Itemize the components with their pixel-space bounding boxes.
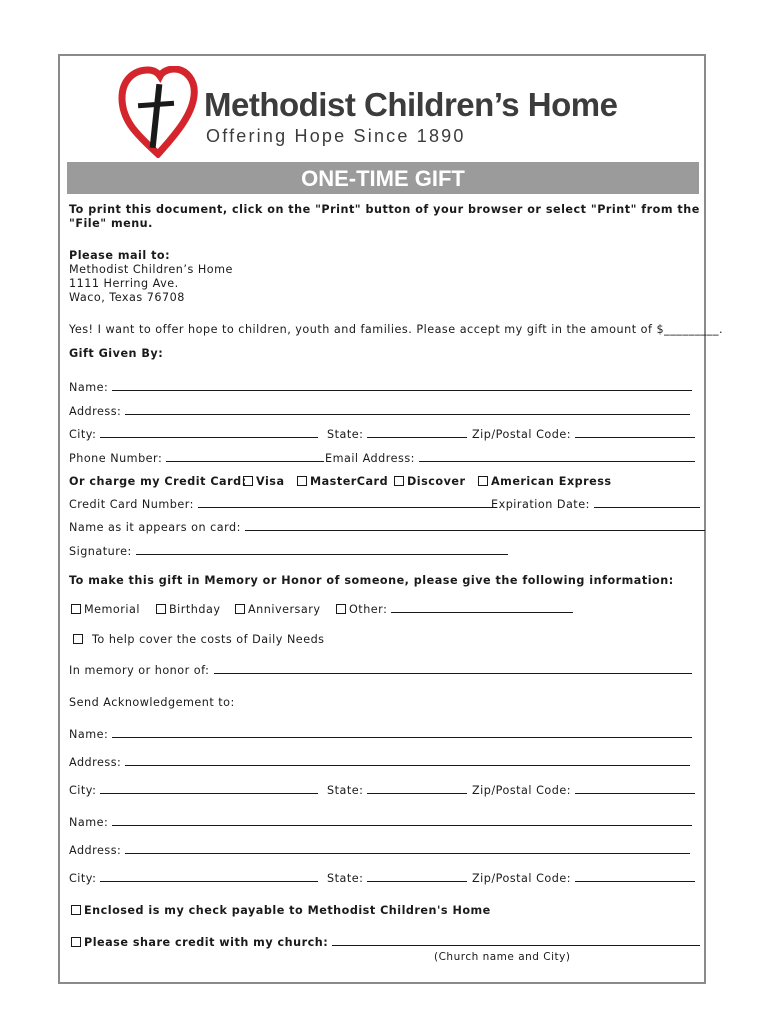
expiration-label: Expiration Date: bbox=[491, 498, 590, 511]
send-acknowledgement-label: Send Acknowledgement to: bbox=[69, 696, 235, 709]
ack2-state-line[interactable] bbox=[367, 872, 467, 882]
name-on-card-label: Name as it appears on card: bbox=[69, 521, 241, 534]
donor-name-label: Name: bbox=[69, 381, 109, 394]
mail-line-3: Waco, Texas 76708 bbox=[69, 291, 185, 304]
ack1-state-label: State: bbox=[327, 784, 364, 797]
birthday-checkbox[interactable] bbox=[156, 604, 166, 614]
enclosed-check-option[interactable] bbox=[71, 904, 491, 917]
ack2-address-label: Address: bbox=[69, 844, 122, 857]
card-option-visa[interactable] bbox=[243, 475, 285, 488]
ack2-address-field[interactable] bbox=[69, 844, 690, 857]
ack1-address-line[interactable] bbox=[125, 756, 690, 766]
mastercard-checkbox[interactable] bbox=[297, 476, 307, 486]
ack1-city-label: City: bbox=[69, 784, 97, 797]
ack1-state-line[interactable] bbox=[367, 784, 467, 794]
church-credit-field[interactable] bbox=[71, 936, 700, 949]
ack1-city-line[interactable] bbox=[100, 784, 318, 794]
card-option-discover[interactable] bbox=[394, 475, 466, 488]
ack1-zip-field[interactable] bbox=[472, 784, 695, 797]
birthday-label: Birthday bbox=[169, 603, 221, 616]
donor-zip-label: Zip/Postal Code: bbox=[472, 428, 571, 441]
credit-card-label: Or charge my Credit Card: bbox=[69, 475, 247, 488]
ack2-city-line[interactable] bbox=[100, 872, 318, 882]
church-credit-note: (Church name and City) bbox=[434, 951, 571, 963]
amex-checkbox[interactable] bbox=[478, 476, 488, 486]
logo bbox=[118, 66, 658, 158]
daily-needs-option[interactable] bbox=[73, 633, 325, 646]
church-credit-line[interactable] bbox=[332, 936, 700, 946]
amex-label: American Express bbox=[491, 475, 612, 488]
card-option-mastercard[interactable] bbox=[297, 475, 388, 488]
ack2-city-field[interactable] bbox=[69, 872, 318, 885]
donor-state-field[interactable] bbox=[327, 428, 467, 441]
enclosed-check-label: Enclosed is my check payable to Methodist Children's Home bbox=[84, 904, 491, 917]
ack1-address-label: Address: bbox=[69, 756, 122, 769]
logo-tagline: Offering Hope Since 1890 bbox=[206, 126, 466, 146]
memorial-checkbox[interactable] bbox=[71, 604, 81, 614]
occasion-birthday[interactable] bbox=[156, 603, 220, 616]
ack1-name-line[interactable] bbox=[112, 728, 692, 738]
memory-of-field[interactable] bbox=[69, 664, 692, 677]
visa-checkbox[interactable] bbox=[243, 476, 253, 486]
ack2-state-label: State: bbox=[327, 872, 364, 885]
discover-checkbox[interactable] bbox=[394, 476, 404, 486]
ack2-name-line[interactable] bbox=[112, 816, 692, 826]
mail-line-1: Methodist Children’s Home bbox=[69, 263, 233, 276]
ack1-zip-line[interactable] bbox=[575, 784, 695, 794]
ack2-zip-field[interactable] bbox=[472, 872, 695, 885]
ack1-state-field[interactable] bbox=[327, 784, 467, 797]
heart-cross-icon bbox=[118, 66, 198, 158]
mail-line-2: 1111 Herring Ave. bbox=[69, 277, 179, 290]
donor-phone-line[interactable] bbox=[166, 452, 324, 462]
expiration-line[interactable] bbox=[594, 498, 700, 508]
ack2-address-line[interactable] bbox=[125, 844, 690, 854]
donor-phone-label: Phone Number: bbox=[69, 452, 163, 465]
ack1-city-field[interactable] bbox=[69, 784, 318, 797]
ack2-name-field[interactable] bbox=[69, 816, 692, 829]
donor-state-line[interactable] bbox=[367, 428, 467, 438]
donor-zip-line[interactable] bbox=[575, 428, 695, 438]
occasion-memorial[interactable] bbox=[71, 603, 140, 616]
daily-needs-checkbox[interactable] bbox=[73, 634, 83, 644]
other-label: Other: bbox=[349, 603, 388, 616]
memory-of-label: In memory or honor of: bbox=[69, 664, 210, 677]
visa-label: Visa bbox=[256, 475, 285, 488]
mastercard-label: MasterCard bbox=[310, 475, 389, 488]
card-number-field[interactable] bbox=[69, 498, 494, 511]
donor-address-field[interactable] bbox=[69, 405, 690, 418]
donor-email-field[interactable] bbox=[325, 452, 695, 465]
other-line[interactable] bbox=[391, 603, 573, 613]
ack1-name-field[interactable] bbox=[69, 728, 692, 741]
ack1-zip-label: Zip/Postal Code: bbox=[472, 784, 571, 797]
ack1-name-label: Name: bbox=[69, 728, 109, 741]
occasion-other[interactable] bbox=[336, 603, 573, 616]
donor-zip-field[interactable] bbox=[472, 428, 695, 441]
ack2-zip-label: Zip/Postal Code: bbox=[472, 872, 571, 885]
donor-city-line[interactable] bbox=[100, 428, 318, 438]
daily-needs-label: To help cover the costs of Daily Needs bbox=[92, 633, 325, 646]
anniversary-label: Anniversary bbox=[248, 603, 321, 616]
occasion-anniversary[interactable] bbox=[235, 603, 320, 616]
name-on-card-line[interactable] bbox=[245, 521, 705, 531]
donor-name-field[interactable] bbox=[69, 381, 692, 394]
ack2-city-label: City: bbox=[69, 872, 97, 885]
card-option-amex[interactable] bbox=[478, 475, 612, 488]
donor-address-line[interactable] bbox=[125, 405, 690, 415]
ack2-zip-line[interactable] bbox=[575, 872, 695, 882]
other-checkbox[interactable] bbox=[336, 604, 346, 614]
anniversary-checkbox[interactable] bbox=[235, 604, 245, 614]
donor-email-line[interactable] bbox=[419, 452, 695, 462]
church-credit-label: Please share credit with my church: bbox=[84, 936, 329, 949]
memorial-label: Memorial bbox=[84, 603, 140, 616]
donor-email-label: Email Address: bbox=[325, 452, 415, 465]
signature-field[interactable] bbox=[69, 545, 508, 558]
signature-line[interactable] bbox=[136, 545, 508, 555]
donor-city-label: City: bbox=[69, 428, 97, 441]
form-title-banner: ONE-TIME GIFT bbox=[67, 162, 699, 194]
donor-address-label: Address: bbox=[69, 405, 122, 418]
ack1-address-field[interactable] bbox=[69, 756, 690, 769]
donor-state-label: State: bbox=[327, 428, 364, 441]
discover-label: Discover bbox=[407, 475, 466, 488]
enclosed-check-checkbox[interactable] bbox=[71, 905, 81, 915]
ack2-state-field[interactable] bbox=[327, 872, 467, 885]
ack2-name-label: Name: bbox=[69, 816, 109, 829]
donor-phone-field[interactable] bbox=[69, 452, 324, 465]
gift-given-by-heading: Gift Given By: bbox=[69, 347, 164, 360]
memory-of-line[interactable] bbox=[214, 664, 692, 674]
expiration-field[interactable] bbox=[491, 498, 700, 511]
name-on-card-field[interactable] bbox=[69, 521, 705, 534]
donor-city-field[interactable] bbox=[69, 428, 318, 441]
card-number-line[interactable] bbox=[198, 498, 494, 508]
memory-honor-heading: To make this gift in Memory or Honor of someone, please give the following information: bbox=[69, 574, 674, 587]
instructions-line-2: "File" menu. bbox=[69, 217, 153, 230]
card-number-label: Credit Card Number: bbox=[69, 498, 194, 511]
pledge-amount-text: Yes! I want to offer hope to children, youth and families. Please accept my gift in the amount of $_________. bbox=[69, 323, 724, 336]
logo-name: Methodist Children’s Home bbox=[204, 86, 618, 123]
mail-heading: Please mail to: bbox=[69, 249, 171, 262]
instructions-line-1: To print this document, click on the "Print" button of your browser or select "Print" from the bbox=[69, 203, 700, 216]
church-credit-checkbox[interactable] bbox=[71, 937, 81, 947]
signature-label: Signature: bbox=[69, 545, 132, 558]
donor-name-line[interactable] bbox=[112, 381, 692, 391]
